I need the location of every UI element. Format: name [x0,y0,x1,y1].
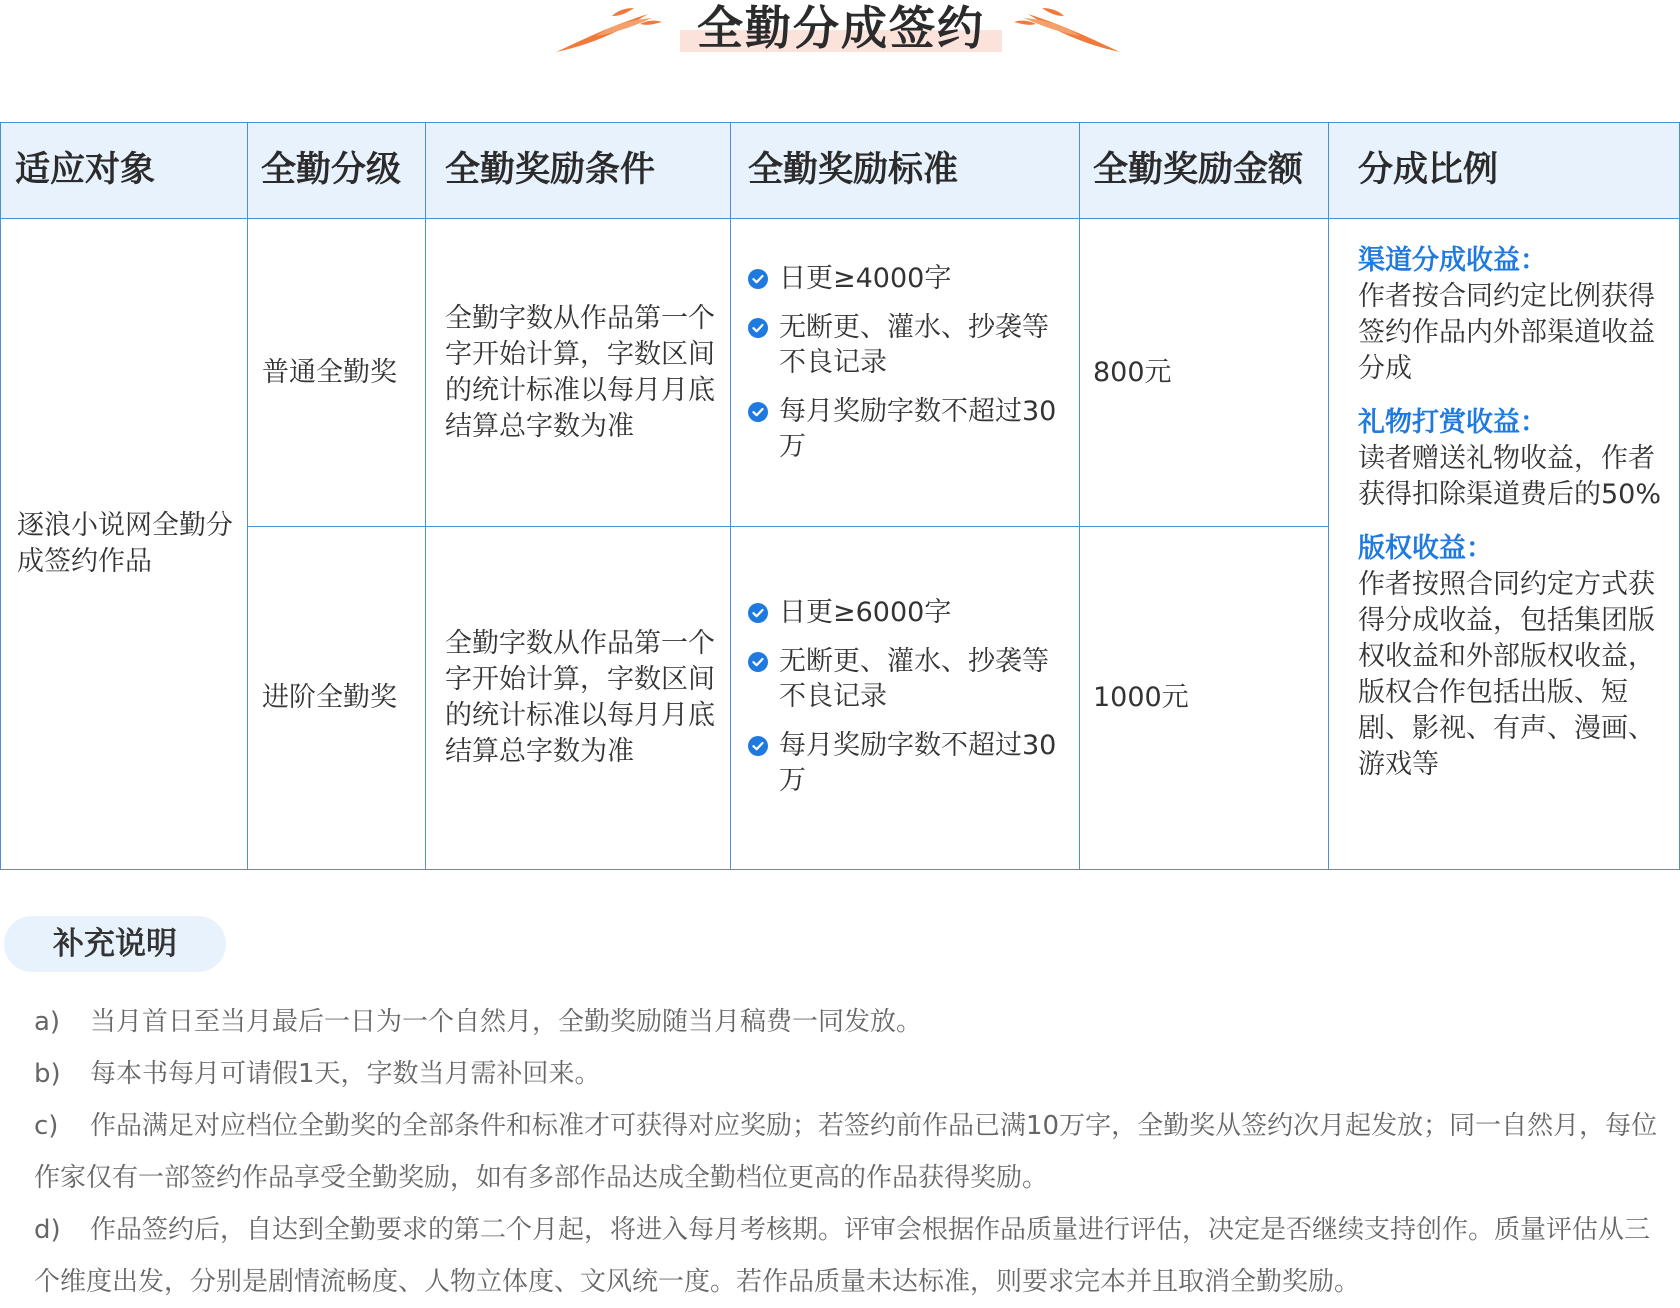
criteria-text: 日更≥4000字 [779,263,952,294]
grid-line [425,123,426,869]
condition-cell [445,219,721,526]
criteria-item [748,310,1074,380]
page-title: 全勤分成签约 [697,1,985,55]
note-key: d) [34,1215,61,1245]
check-circle-icon [748,652,768,672]
criteria-text: 日更≥6000字 [779,597,952,628]
share-text-channel: 作者按合同约定比例获得签约作品内外部渠道收益分成 [1358,281,1655,384]
target-cell [17,219,239,869]
note-item [34,996,1664,1048]
note-item [34,1204,1664,1308]
condition-text: 全勤字数从作品第一个字开始计算，字数区间的统计标准以每月月底结算总字数为准 [445,628,715,767]
share-text-copyright: 作者按照合同约定方式获得分成收益，包括集团版权收益和外部版权收益，版权合作包括出版、短剧、影视、有声、漫画、游戏等 [1358,569,1655,780]
condition-text: 全勤字数从作品第一个字开始计算，字数区间的统计标准以每月月底结算总字数为准 [445,302,715,442]
share-heading-channel: 渠道分成收益： [1358,245,1547,276]
tier-name: 普通全勤奖 [262,356,397,388]
note-key: c) [34,1111,59,1141]
share-text-gift: 读者赠送礼物收益，作者获得扣除渠道费后的50% [1358,443,1662,510]
col-header-amount: 全勤奖励金额 [1093,150,1304,190]
grid-line [1328,123,1329,869]
notes-list [34,996,1664,1308]
grid-line [1079,123,1080,869]
criteria-text: 每月奖励字数不超过30万 [779,396,1057,462]
revenue-share-cell [1358,243,1674,801]
amount-text: 800元 [1093,356,1172,388]
amount-text: 1000元 [1093,682,1189,713]
col-header-criteria: 全勤奖励标准 [748,150,959,190]
criteria-cell [748,595,1074,812]
target-text: 逐浪小说网全勤分成签约作品 [17,510,233,577]
note-text: 当月首日至当月最后一日为一个自然月，全勤奖励随当月稿费一同发放。 [90,1007,923,1037]
reward-table [0,122,1680,870]
criteria-cell [748,261,1074,478]
criteria-text: 无断更、灌水、抄袭等不良记录 [779,312,1049,378]
note-text: 每本书每月可请假1天，字数当月需补回来。 [90,1059,601,1089]
col-header-condition: 全勤奖励条件 [445,150,656,190]
criteria-list [748,595,1074,798]
left-flourish-icon [552,4,664,56]
right-flourish-icon [1012,4,1124,56]
note-item [34,1100,1664,1204]
table-header-row [1,123,1679,219]
check-circle-icon [748,318,768,338]
col-header-tier: 全勤分级 [261,150,402,190]
share-heading-gift: 礼物打赏收益： [1358,407,1547,438]
grid-line [247,123,248,869]
amount-cell [1093,527,1323,869]
grid-line [730,123,731,869]
page-header [0,0,1680,64]
col-header-target: 适应对象 [15,150,156,190]
tier-name-cell [262,527,422,869]
tier-name: 进阶全勤奖 [262,682,397,713]
check-circle-icon [748,603,768,623]
note-item [34,1048,1664,1100]
criteria-item [748,728,1074,798]
col-header-share: 分成比例 [1358,150,1499,190]
criteria-text: 每月奖励字数不超过30万 [779,730,1057,796]
criteria-list [748,261,1074,464]
condition-cell [445,527,721,869]
share-heading-copyright: 版权收益： [1358,533,1493,564]
note-text: 作品满足对应档位全勤奖的全部条件和标准才可获得对应奖励；若签约前作品已满10万字，全勤奖从签约次月起发放；同一自然月，每位作家仅有一部签约作品享受全勤奖励，如有多部作品达成全勤档位更高的作品获得奖励。 [34,1111,1658,1193]
notes-badge: 补充说明 [4,916,226,972]
amount-cell [1093,219,1323,526]
note-text: 作品签约后，自达到全勤要求的第二个月起，将进入每月考核期。评审会根据作品质量进行评估，决定是否继续支持创作。质量评估从三个维度出发，分别是剧情流畅度、人物立体度、文风统一度。若作品质量未达标准，则要求完本并且取消全勤奖励。 [34,1215,1651,1297]
note-key: b) [34,1059,61,1089]
check-circle-icon [748,269,768,289]
criteria-item [748,644,1074,714]
check-circle-icon [748,736,768,756]
note-key: a) [34,1007,61,1037]
tier-name-cell [262,219,422,526]
criteria-text: 无断更、灌水、抄袭等不良记录 [779,646,1049,712]
criteria-item [748,394,1074,464]
criteria-item [748,261,1074,296]
check-circle-icon [748,402,768,422]
criteria-item [748,595,1074,630]
